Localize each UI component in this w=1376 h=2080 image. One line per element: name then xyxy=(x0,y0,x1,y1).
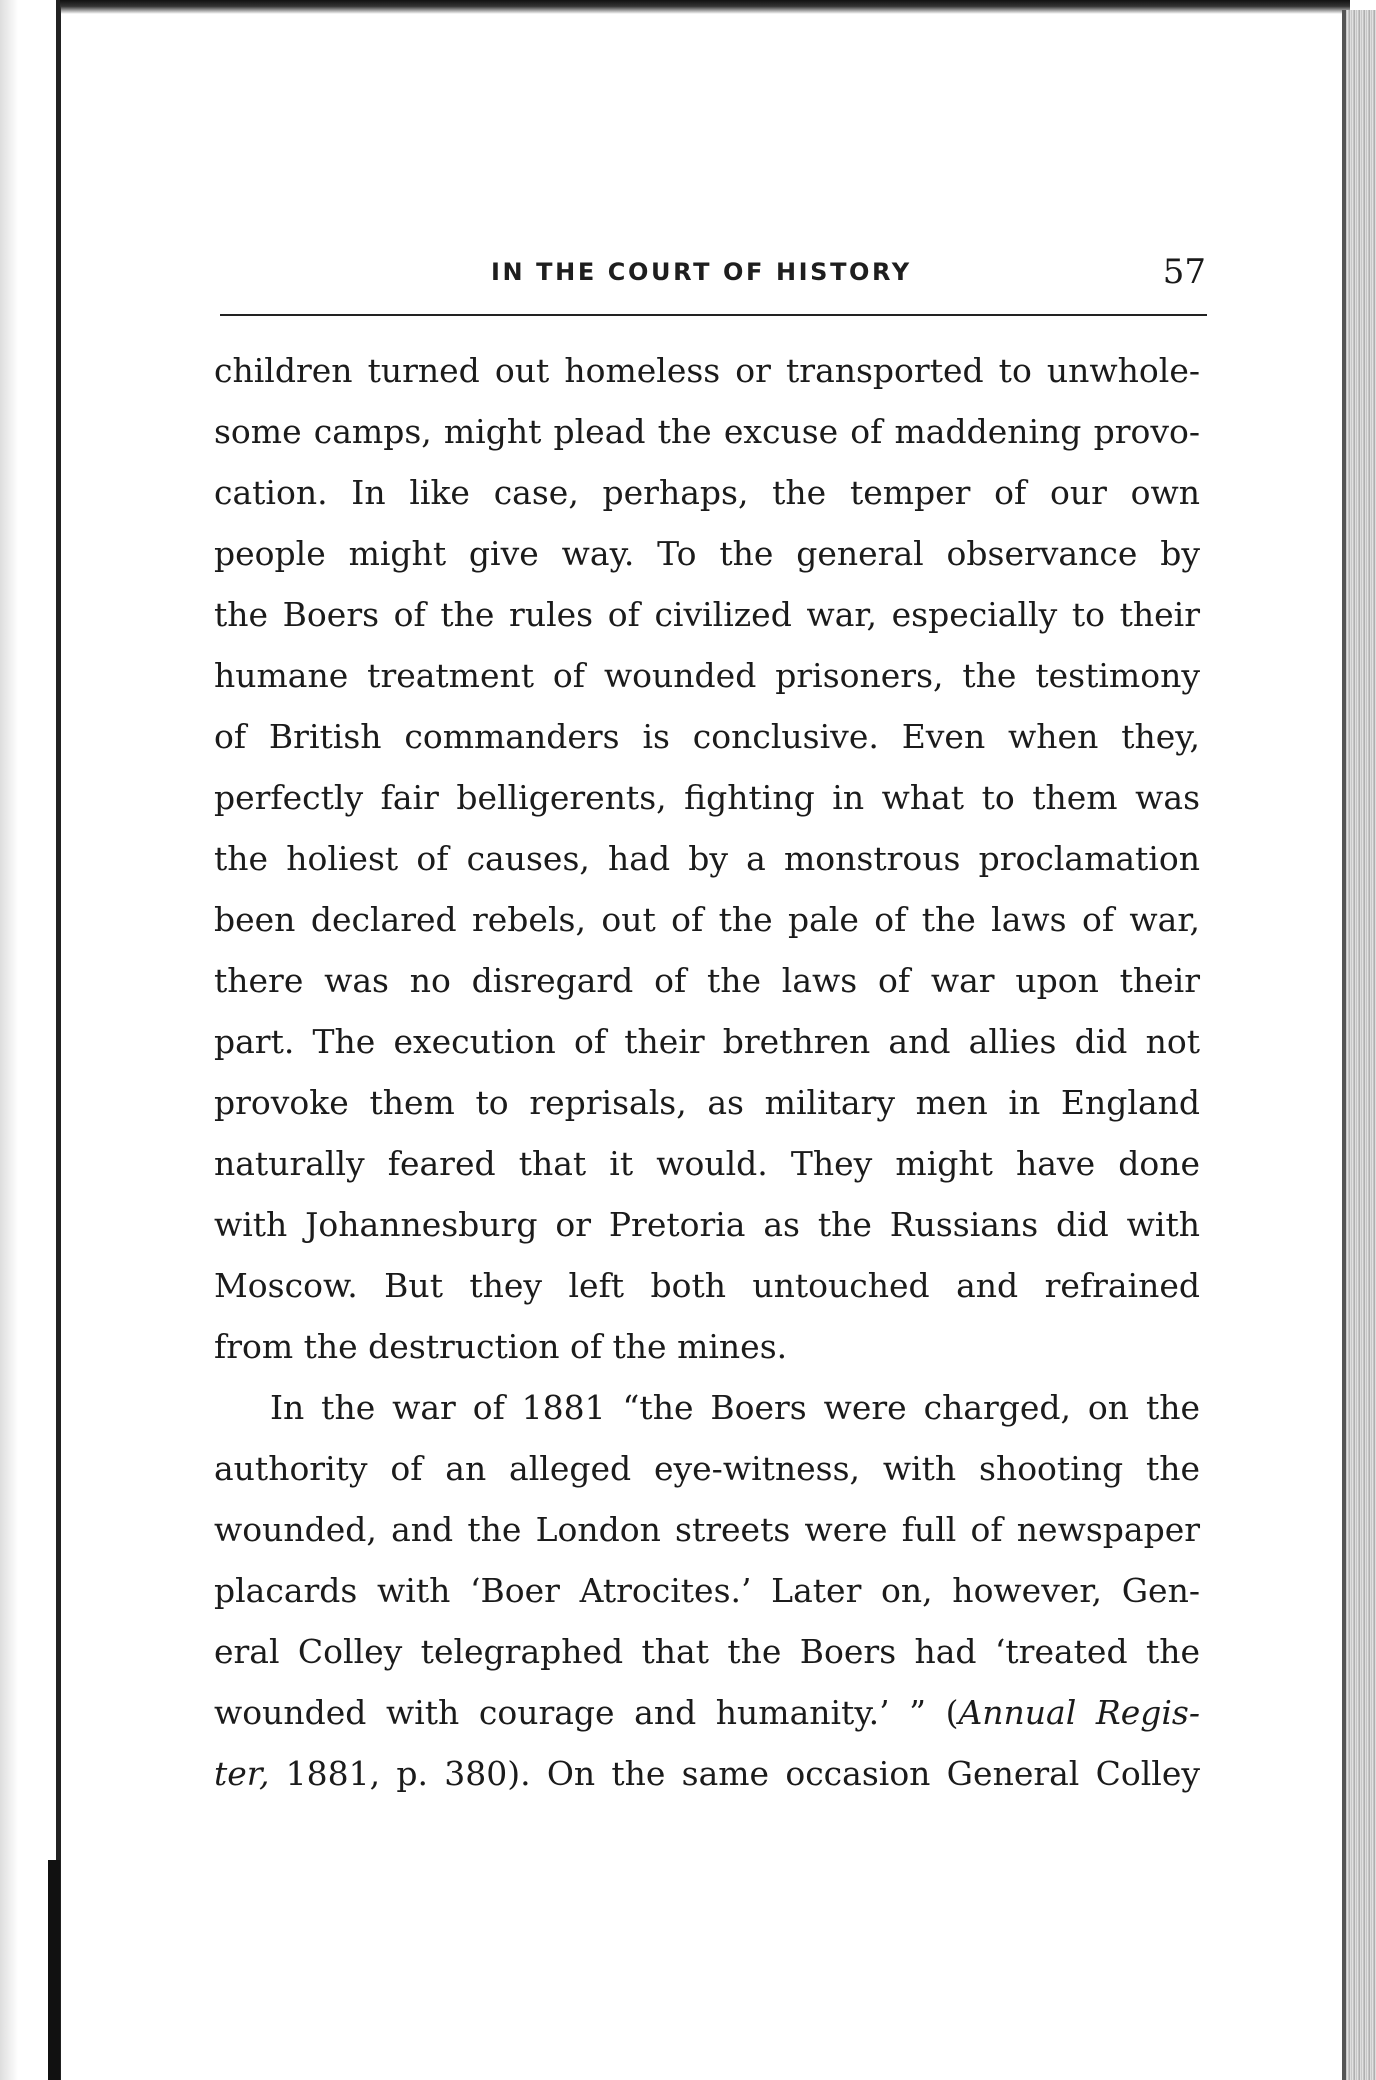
text-segment: 1881, p. 380). On the same occasion General Colley xyxy=(269,1754,1200,1793)
text-line: naturally feared that it would. They might have done xyxy=(214,1144,1200,1183)
text-line xyxy=(214,1682,1200,1743)
text-line: placards with ‘Boer Atrocites.’ Later on, however, Gen- xyxy=(214,1571,1200,1610)
running-title: IN THE COURT OF HISTORY xyxy=(491,258,912,286)
running-head xyxy=(216,252,1206,302)
text-line: from the destruction of the mines. xyxy=(214,1327,788,1366)
text-line: perfectly fair belligerents, fighting in what to them was xyxy=(214,778,1200,817)
text-line: cation. In like case, perhaps, the temper of our own xyxy=(214,473,1200,512)
text-line: In the war of 1881 “the Boers were charged, on the xyxy=(270,1388,1200,1427)
text-line: the Boers of the rules of civilized war, especially to their xyxy=(214,595,1200,634)
text-line: there was no disregard of the laws of war upon their xyxy=(214,961,1200,1000)
text-line: with Johannesburg or Pretoria as the Russians did with xyxy=(214,1205,1200,1244)
citation-title: Annual Regis- xyxy=(958,1693,1200,1732)
page-number: 57 xyxy=(1162,252,1206,292)
text-line: provoke them to reprisals, as military men in England xyxy=(214,1083,1200,1122)
text-line: people might give way. To the general observance by xyxy=(214,534,1200,573)
text-line: children turned out homeless or transported to unwhole- xyxy=(214,351,1200,390)
text-line: of British commanders is conclusive. Even when they, xyxy=(214,717,1200,756)
text-line: part. The execution of their brethren and allies did not xyxy=(214,1022,1200,1061)
scan-left-edge xyxy=(0,0,18,2080)
paragraph-2 xyxy=(214,1377,1200,1804)
text-line: authority of an alleged eye-witness, with shooting the xyxy=(214,1449,1200,1488)
paragraph-1 xyxy=(214,340,1200,1377)
binding-shadow xyxy=(48,1860,60,2080)
scan-top-edge xyxy=(60,0,1350,14)
page-stack-edge xyxy=(1346,10,1376,2080)
header-rule xyxy=(220,314,1207,316)
text-segment: wounded with courage and humanity.’ ” ( xyxy=(214,1693,959,1732)
text-line: been declared rebels, out of the pale of the laws of war, xyxy=(214,900,1200,939)
text-line xyxy=(214,1743,1200,1804)
body-text xyxy=(214,340,1200,1804)
text-line: some camps, might plead the excuse of maddening provo- xyxy=(214,412,1200,451)
binding-edge xyxy=(56,0,61,2080)
text-line: eral Colley telegraphed that the Boers had ‘treated the xyxy=(214,1632,1200,1671)
text-line: the holiest of causes, had by a monstrous proclamation xyxy=(214,839,1200,878)
text-line: Moscow. But they left both untouched and refrained xyxy=(214,1266,1200,1305)
text-line: wounded, and the London streets were full of newspaper xyxy=(214,1510,1200,1549)
text-line: humane treatment of wounded prisoners, the testimony xyxy=(214,656,1200,695)
citation-title-continued: ter, xyxy=(214,1754,270,1793)
